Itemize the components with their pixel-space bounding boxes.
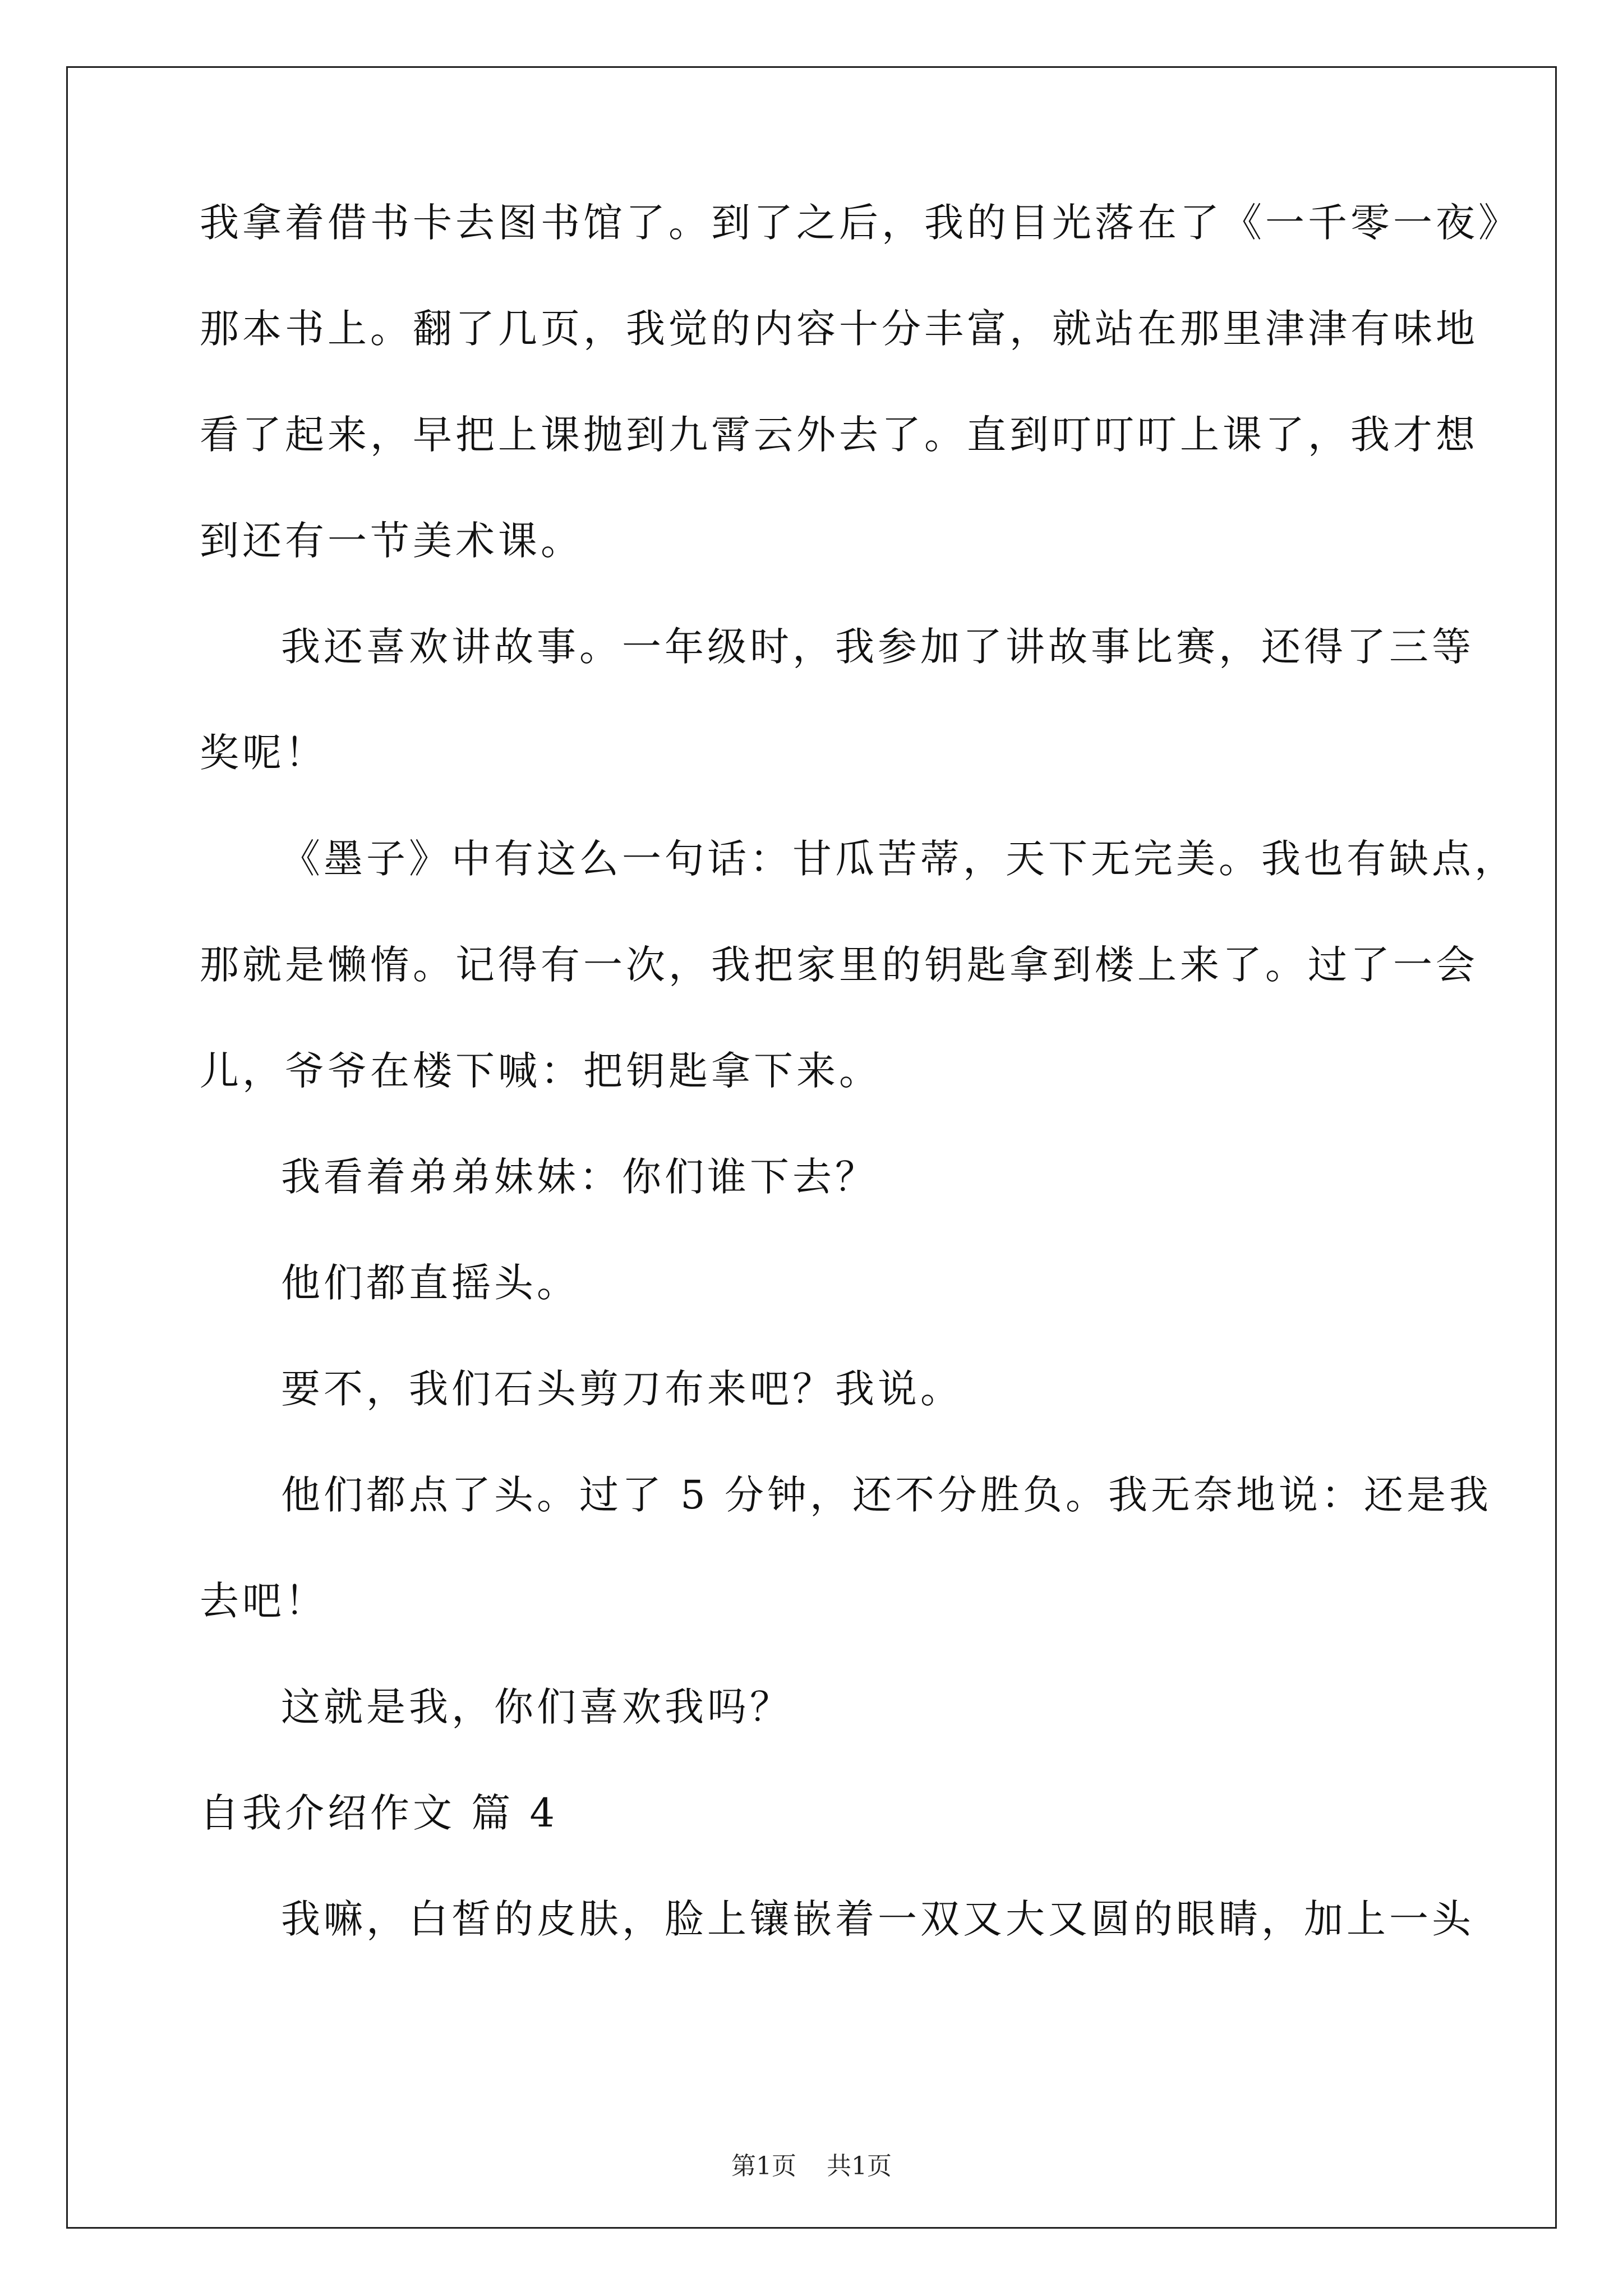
- text-line: 我嘛，白皙的皮肤，脸上镶嵌着一双又大又圆的眼睛，加上一头: [281, 1896, 1474, 1942]
- text-line: 到还有一节美术课。: [200, 518, 583, 564]
- text-line: 那本书上。翻了几页，我觉的内容十分丰富，就站在那里津津有味地: [200, 306, 1478, 352]
- page-total: 共1页: [827, 2152, 892, 2180]
- page-number: 第1页: [731, 2152, 796, 2180]
- text-line: 看了起来，早把上课抛到九霄云外去了。直到叮叮叮上课了，我才想: [200, 412, 1478, 458]
- text-line: 这就是我，你们喜欢我吗？: [281, 1684, 792, 1730]
- section-heading: 自我介绍作文 篇 4: [200, 1790, 559, 1836]
- document-body: [200, 200, 1521, 2005]
- text-line: 《墨子》中有这么一句话：甘瓜苦蒂，天下无完美。我也有缺点，: [281, 836, 1517, 882]
- text-line: 去吧！: [200, 1578, 328, 1624]
- text-line: 他们都点了头。过了 5 分钟，还不分胜负。我无奈地说：还是我: [281, 1472, 1492, 1518]
- text-line: 他们都直摇头。: [281, 1260, 579, 1306]
- text-line: 儿，爷爷在楼下喊：把钥匙拿下来。: [200, 1048, 882, 1094]
- text-line: 要不，我们石头剪刀布来吧？我说。: [281, 1366, 963, 1412]
- text-line: 我拿着借书卡去图书馆了。到了之后，我的目光落在了《一千零一夜》: [200, 200, 1521, 246]
- text-line: 我还喜欢讲故事。一年级时，我参加了讲故事比赛，还得了三等: [281, 624, 1474, 670]
- text-line: 我看着弟弟妹妹：你们谁下去？: [281, 1154, 878, 1200]
- text-line: 那就是懒惰。记得有一次，我把家里的钥匙拿到楼上来了。过了一会: [200, 942, 1478, 988]
- page-footer: [0, 2146, 1623, 2182]
- text-line: 奖呢！: [200, 730, 328, 776]
